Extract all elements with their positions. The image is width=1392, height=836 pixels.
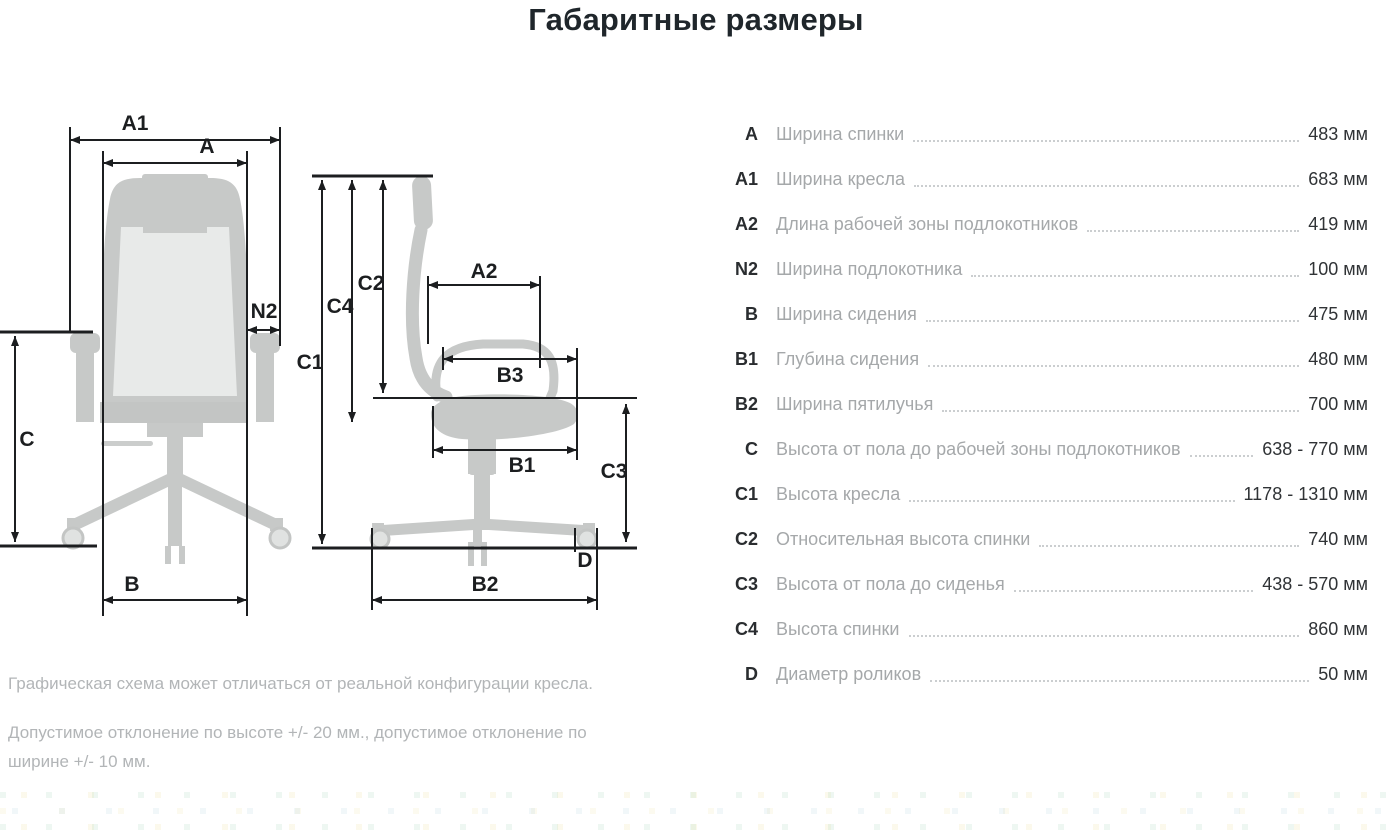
chair-dimensions-diagram [0,100,660,620]
dimension-value: 700 мм [1308,394,1368,414]
dimension-code: C3 [734,574,758,594]
dimension-value: 483 мм [1308,124,1368,144]
dim-label-b3: B3 [496,364,524,387]
dimension-value: 50 мм [1318,664,1368,684]
dimension-code: A1 [734,169,758,189]
dim-label-a: A [199,135,215,158]
dimension-label: Ширина пятилучья [776,394,934,414]
dim-label-a1: A1 [121,112,149,135]
dimension-row [730,112,1368,157]
dim-label-c1: C1 [296,351,324,374]
dim-label-a2: A2 [470,260,498,283]
dimension-value: 475 мм [1308,304,1368,324]
dimension-row [730,472,1368,517]
footnotes [8,672,648,777]
page-title: Габаритные размеры [528,2,864,37]
dimension-value: 480 мм [1308,349,1368,369]
front-view-chair-silhouette [63,174,290,564]
dotted-leader [971,275,1299,277]
dimension-code: B [745,304,758,324]
dim-label-d: D [577,549,593,572]
dimension-value: 1178 - 1310 мм [1243,484,1368,504]
front-right-caster [270,528,290,548]
dimension-label: Длина рабочей зоны подлокотников [776,214,1079,234]
dimension-row [730,427,1368,472]
watermark-dots-row [0,808,1392,814]
dotted-leader [926,320,1299,322]
dimension-row [730,562,1368,607]
dotted-leader [942,410,1299,412]
side-front-caster [578,530,596,548]
dotted-leader [930,680,1309,682]
dimension-value: 683 мм [1308,169,1368,189]
dimension-label: Ширина сидения [776,304,917,324]
side-view-chair-silhouette [371,176,596,566]
note-tolerance: Допустимое отклонение по высоте +/- 20 мм., допустимое отклонение по ширине +/- 10 мм. [8,722,587,772]
dimension-label: Относительная высота спинки [776,529,1031,549]
watermark-dots-row [0,792,1392,798]
dim-label-c2: C2 [357,272,385,295]
dimension-label: Диаметр роликов [776,664,922,684]
dimension-row [730,652,1368,697]
dimension-label: Ширина подлокотника [776,259,963,279]
watermark-dots-row [0,824,1392,830]
dimension-code: C2 [734,529,758,549]
dimension-row [730,607,1368,652]
dotted-leader [928,365,1299,367]
dimension-label: Высота от пола до рабочей зоны подлокотников [776,439,1181,459]
dimension-label: Глубина сидения [776,349,920,369]
note-schema-disclaimer: Графическая схема может отличаться от реальной конфигурации кресла. [8,674,593,693]
dimension-code: C4 [734,619,758,639]
dimension-code: N2 [734,259,758,279]
dimensions-table [730,112,1368,697]
dotted-leader [1039,545,1299,547]
dimension-value: 638 - 770 мм [1262,439,1368,459]
side-rear-caster [371,530,389,548]
dimension-code: C [745,439,758,459]
dim-label-b2: B2 [471,573,499,596]
dimension-label: Высота кресла [776,484,901,504]
dimension-row [730,382,1368,427]
dotted-leader [1014,590,1253,592]
dotted-leader [909,635,1300,637]
dimension-value: 419 мм [1308,214,1368,234]
dim-label-c4: C4 [326,295,354,318]
dimension-label: Высота от пола до сиденья [776,574,1005,594]
dimension-code: D [745,664,758,684]
dim-label-n2: N2 [250,300,278,323]
dimension-code: B2 [734,394,758,414]
dimension-row [730,157,1368,202]
dim-label-c: C [19,428,35,451]
dimension-code: A [745,124,758,144]
dimension-row [730,292,1368,337]
dimension-row [730,202,1368,247]
dotted-leader [913,140,1299,142]
dimension-value: 860 мм [1308,619,1368,639]
dimension-label: Ширина кресла [776,169,905,189]
dimension-code: C1 [734,484,758,504]
dimension-row [730,337,1368,382]
dotted-leader [1087,230,1299,232]
dotted-leader [1190,455,1254,457]
dotted-leader [914,185,1299,187]
dim-label-b: B [124,573,140,596]
dim-label-b1: B1 [508,454,536,477]
dimension-value: 740 мм [1308,529,1368,549]
dotted-leader [909,500,1234,502]
dimension-code: A2 [734,214,758,234]
dimension-code: B1 [734,349,758,369]
dimension-row [730,247,1368,292]
dimension-value: 100 мм [1308,259,1368,279]
dimension-row [730,517,1368,562]
dimension-label: Высота спинки [776,619,900,639]
dimension-value: 438 - 570 мм [1262,574,1368,594]
dim-label-c3: C3 [600,460,628,483]
dimension-label: Ширина спинки [776,124,905,144]
